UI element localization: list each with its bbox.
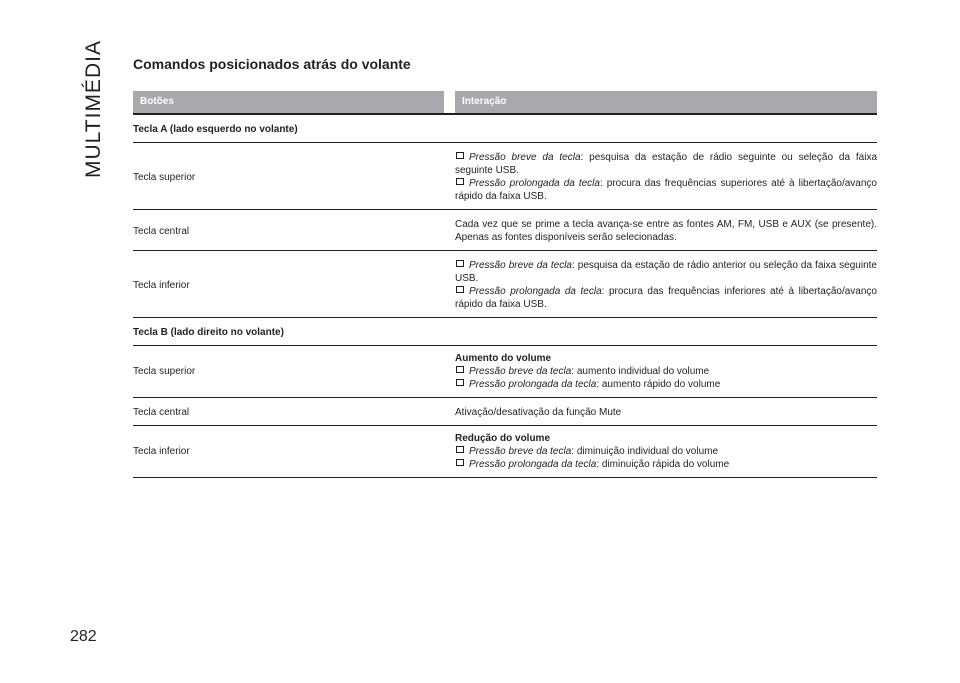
section-key-a: Tecla A (lado esquerdo no volante): [133, 115, 877, 143]
list-item: Pressão prolongada da tecla: procura das frequências inferiores até à libertação/avanço rápido da faixa USB.: [455, 286, 877, 310]
list-item: Pressão prolongada da tecla: aumento rápido do volume: [455, 378, 877, 391]
row-subtitle: Aumento do volume: [455, 353, 552, 364]
table-header: [133, 91, 877, 115]
list-item: Pressão breve da tecla: aumento individual do volume: [455, 365, 877, 378]
table-row: [133, 346, 877, 398]
interaction-cell: Ativação/desativação da função Mute: [455, 407, 622, 418]
row-subtitle: Redução do volume: [455, 433, 551, 444]
header-interaction: Interação: [455, 91, 877, 113]
square-bullet-icon: [456, 366, 464, 373]
list-item: Pressão prolongada da tecla: procura das frequências superiores até à libertação/avanço rápido da faixa USB.: [455, 178, 877, 202]
list-item: Pressão breve da tecla: pesquisa da estação de rádio seguinte ou seleção da faixa seguinte USB.: [455, 152, 878, 176]
list-item: Pressão breve da tecla: pesquisa da estação de rádio anterior ou seleção da faixa seguinte USB.: [455, 260, 877, 284]
table-row: [133, 426, 877, 478]
square-bullet-icon: [456, 260, 464, 267]
interaction-cell: [455, 259, 877, 311]
chapter-title: MULTIMÉDIA: [82, 40, 105, 178]
interaction-cell: Cada vez que se prime a tecla avança-se entre as fontes AM, FM, USB e AUX (se presente). Apenas as fontes disponíveis serão selecionadas.: [455, 219, 877, 243]
table-row: [133, 143, 877, 210]
page-title: Comandos posicionados atrás do volante: [133, 56, 411, 72]
square-bullet-icon: [456, 152, 464, 159]
square-bullet-icon: [456, 178, 464, 185]
header-buttons: Botões: [133, 91, 444, 113]
button-name: Tecla inferior: [133, 279, 190, 291]
table-row: [133, 398, 877, 426]
button-name: Tecla superior: [133, 171, 196, 183]
interaction-cell: [455, 151, 877, 203]
list-item: Pressão breve da tecla: diminuição individual do volume: [455, 445, 877, 458]
page-number: 282: [70, 628, 97, 645]
interaction-cell: [455, 432, 877, 471]
button-name: Tecla superior: [133, 366, 196, 377]
table-row: [133, 210, 877, 251]
button-name: Tecla inferior: [133, 446, 190, 457]
button-name: Tecla central: [133, 225, 190, 237]
square-bullet-icon: [456, 459, 464, 466]
header-gap: [444, 91, 455, 113]
interaction-cell: [455, 352, 877, 391]
button-name: Tecla central: [133, 407, 190, 418]
square-bullet-icon: [456, 286, 464, 293]
section-key-b: Tecla B (lado direito no volante): [133, 318, 877, 346]
table-row: [133, 251, 877, 318]
square-bullet-icon: [456, 446, 464, 453]
controls-table: [133, 91, 877, 478]
list-item: Pressão prolongada da tecla: diminuição rápida do volume: [455, 458, 877, 471]
square-bullet-icon: [456, 379, 464, 386]
